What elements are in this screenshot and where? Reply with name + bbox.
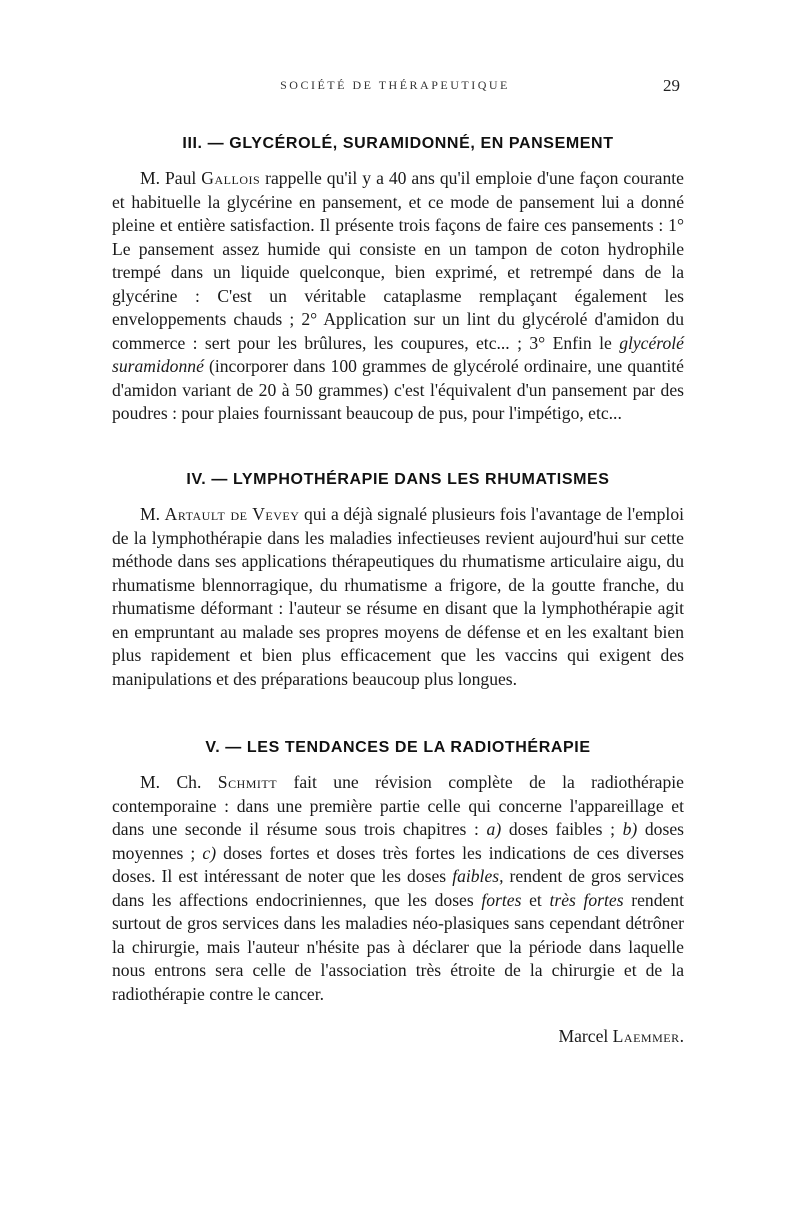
author-name: Gallois bbox=[201, 168, 261, 188]
section-iii-heading: III. — GLYCÉROLÉ, SURAMIDONNÉ, EN PANSEMENT bbox=[182, 135, 614, 152]
section-iii bbox=[112, 135, 684, 426]
running-head bbox=[110, 78, 680, 98]
section-v-paragraph: M. Ch. Schmitt fait une révision complète de la radiothérapie contemporaine : dans une première partie celle qui concerne l'appareillage et dans une seconde il résume sous trois chapitres : a) doses faibles ; b) doses moyennes ; c) doses fortes et doses très fortes les indications de ces diverses doses. Il est intéressant de noter que les doses faibles, rendent de gros services dans les affections endocriniennes, que les doses fortes et très fortes rendent surtout de gros services dans les maladies néo-plasiques sans cependant détrôner la chirurgie, mais l'auteur n'hésite pas à déclarer que la période dans laquelle nous entrons sera celle de l'association très étroite de la chirurgie et de la radiothérapie contre le cancer. bbox=[112, 772, 684, 1004]
section-iv bbox=[112, 471, 684, 691]
section-v-heading: V. — LES TENDANCES DE LA RADIOTHÉRAPIE bbox=[205, 739, 591, 756]
section-iii-paragraph: M. Paul Gallois rappelle qu'il y a 40 ans qu'il emploie d'une façon courante et habituelle la glycérine en pansement, et ce mode de pansement lui a donné pleine et entière satisfaction. Il présente trois façons de faire ces pansements : 1° Le pansement assez humide qui consiste en un tampon de coton hydrophile trempé dans un liquide quelconque, bien exprimé, et retrempé dans de la glycérine : C'est un véritable cataplasme remplaçant également les enveloppements chauds ; 2° Application sur un lint du glycérolé d'amidon du commerce : sert pour les brûlures, les coupures, etc... ; 3° Enfin le glycérolé suramidonné (incorporer dans 100 grammes de glycérolé ordinaire, une quantité d'amidon variant de 20 à 50 grammes) c'est l'équivalent d'un pansement par des poudres : pour plaies fournissant beaucoup de pus, pour l'impétigo, etc... bbox=[112, 168, 684, 423]
section-v bbox=[112, 739, 684, 1006]
section-iv-heading: IV. — LYMPHOTHÉRAPIE DANS LES RHUMATISMES bbox=[186, 471, 610, 488]
author-name: Schmitt bbox=[217, 772, 278, 792]
running-head-title: SOCIÉTÉ DE THÉRAPEUTIQUE bbox=[280, 78, 510, 92]
page-number: 29 bbox=[663, 76, 680, 95]
author-name: Artault de Vevey bbox=[164, 504, 300, 524]
section-iv-paragraph: M. Artault de Vevey qui a déjà signalé plusieurs fois l'avantage de l'emploi de la lymphothérapie dans les maladies infectieuses revient aujourd'hui sur cette méthode dans ses applications thérapeutiques du rhumatisme articulaire aigu, du rhumatisme blennorragique, du rhumatisme a frigore, de la goutte franche, du rhumatisme déformant : l'auteur se résume en disant que la lymphothérapie agit en empruntant au malade ses propres moyens de défense et en les exaltant bien plus rapidement et bien plus efficacement que les vaccins qui exigent des manipulations et des préparations beaucoup plus longues. bbox=[112, 504, 684, 689]
signature: Marcel Laemmer. bbox=[558, 1026, 684, 1046]
